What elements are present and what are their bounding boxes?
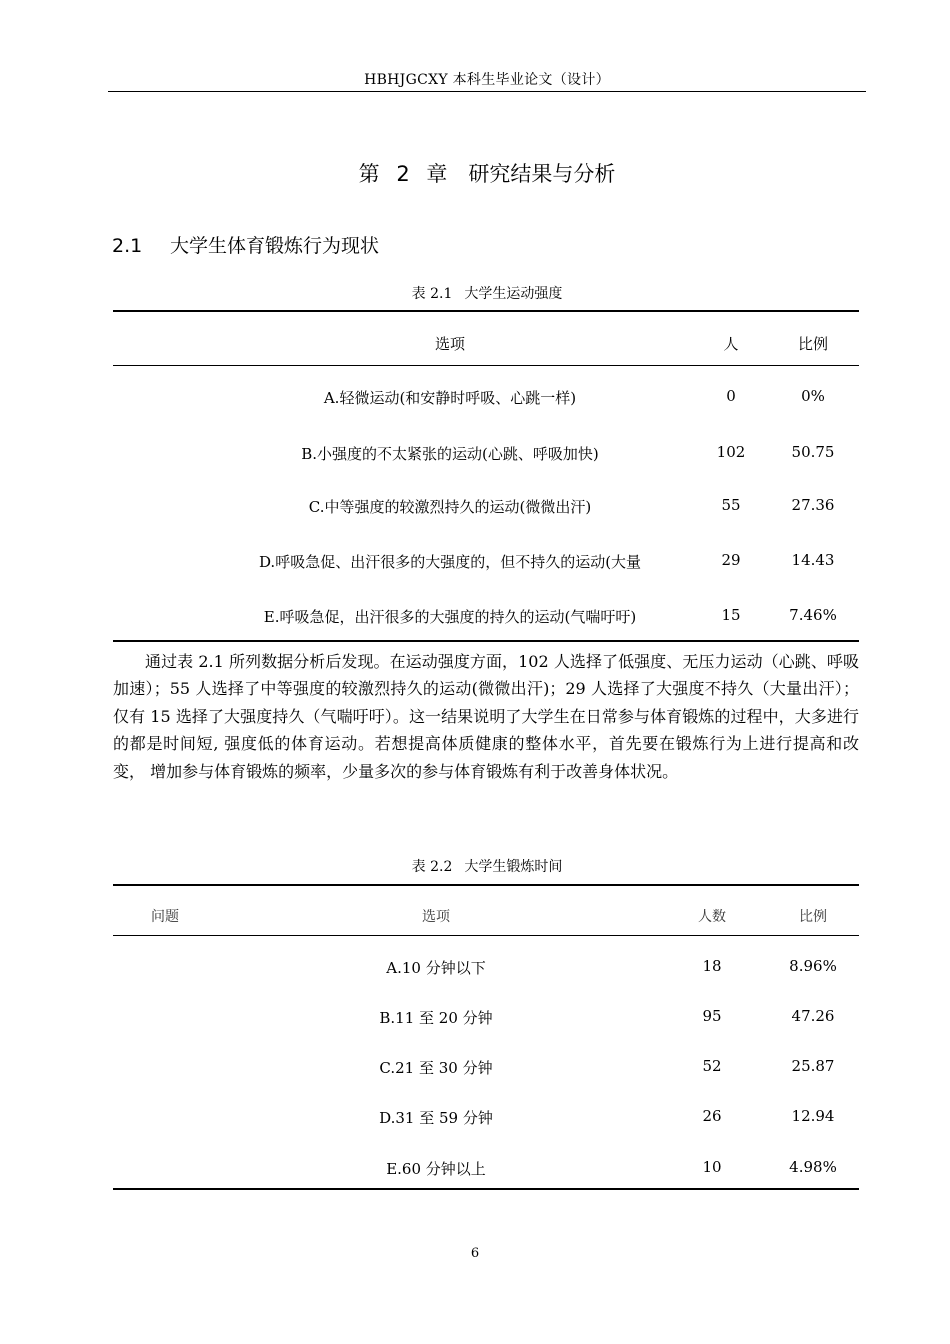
table2-header-question: 问题 xyxy=(151,909,179,925)
table2-row-people: 52 xyxy=(702,1057,722,1075)
table1-row-people: 15 xyxy=(721,606,741,624)
table1-header-rule xyxy=(113,365,859,366)
chapter-title: 第 2 章 研究结果与分析 xyxy=(358,162,616,186)
table1-row-option: D.呼吸急促、出汗很多的大强度的，但不持久的运动(大量 xyxy=(258,553,642,571)
table2-row-option: B.11 至 20 分钟 xyxy=(379,1009,493,1027)
table2-row-people: 95 xyxy=(702,1007,722,1025)
section-heading xyxy=(112,231,379,258)
table2-row-option: E.60 分钟以上 xyxy=(386,1160,486,1178)
table2-bottom-rule xyxy=(113,1188,859,1190)
table2-row-option: C.21 至 30 分钟 xyxy=(379,1059,493,1077)
section-title-text: 大学生体育锻炼行为现状 xyxy=(170,235,380,257)
table1-row-option: C.中等强度的较激烈持久的运动(微微出汗) xyxy=(308,498,592,516)
table1-row-ratio: 0% xyxy=(801,387,825,405)
table2-row-ratio: 4.98% xyxy=(789,1158,837,1176)
table1-row-option: A.轻微运动(和安静时呼吸、心跳一样) xyxy=(323,389,577,407)
table1-caption xyxy=(108,283,866,303)
table2-header-rule xyxy=(113,935,859,936)
section-number: 2.1 xyxy=(112,235,143,257)
body-paragraph xyxy=(113,648,859,785)
table2-row-ratio: 8.96% xyxy=(789,957,837,975)
table2-row-option: A.10 分钟以下 xyxy=(386,959,486,977)
table2-caption xyxy=(108,856,866,876)
table1-bottom-rule xyxy=(113,640,859,642)
table1-row-people: 55 xyxy=(721,496,741,514)
table1-header-people: 人 xyxy=(723,335,739,353)
table2-header-ratio: 比例 xyxy=(799,909,827,925)
table1-row-option: B.小强度的不太紧张的运动(心跳、呼吸加快) xyxy=(301,445,599,463)
table2-top-rule xyxy=(113,884,859,886)
table2-header-option: 选项 xyxy=(422,909,450,925)
table2-caption-title: 大学生锻炼时间 xyxy=(464,859,563,875)
table1-caption-number: 表 2.1 xyxy=(411,286,453,302)
table1-row-people: 0 xyxy=(726,387,736,405)
header-rule xyxy=(108,91,866,92)
table2-row-people: 18 xyxy=(702,957,722,975)
table1-row-option: E.呼吸急促，出汗很多的大强度的持久的运动(气喘吁吁) xyxy=(263,608,637,626)
table1-header-ratio: 比例 xyxy=(797,335,829,353)
page-number: 6 xyxy=(470,1246,480,1261)
table2-row-ratio: 47.26 xyxy=(791,1007,835,1025)
table1-row-people: 29 xyxy=(721,551,741,569)
running-header: HBHJGCXY 本科生毕业论文（设计） xyxy=(364,72,610,88)
table1-row-ratio: 27.36 xyxy=(791,496,835,514)
table2-row-ratio: 25.87 xyxy=(791,1057,835,1075)
table1-top-rule xyxy=(113,310,859,312)
table2-header-people: 人数 xyxy=(698,909,726,925)
table2-row-ratio: 12.94 xyxy=(791,1107,835,1125)
table1-row-ratio: 50.75 xyxy=(791,443,835,461)
paragraph-text: 通过表 2.1 所列数据分析后发现。在运动强度方面，102 人选择了低强度、无压力运动（心跳、呼吸加速）；55 人选择了中等强度的较激烈持久的运动(微微出汗)；29 人选择了大强度不持久（大量出汗）；仅有 15 选择了大强度持久（气喘吁吁）。这一结果说明了大学生在日常参与体育锻炼的过程中，大多进行的都是时间短, 强度低的体育运动。若想提高体质健康的整体水平，首先要在锻炼行为上进行提高和改变， 增加参与体育锻炼的频率，少量多次的参与体育锻炼有利于改善身体状况。 xyxy=(113,652,859,781)
table2-row-option: D.31 至 59 分钟 xyxy=(379,1109,493,1127)
table1-row-people: 102 xyxy=(716,443,746,461)
table1-row-ratio: 7.46% xyxy=(789,606,837,624)
table2-row-people: 26 xyxy=(702,1107,722,1125)
table2-caption-number: 表 2.2 xyxy=(411,859,453,875)
table1-caption-title: 大学生运动强度 xyxy=(464,286,563,302)
table2-row-people: 10 xyxy=(702,1158,722,1176)
table1-header-option: 选项 xyxy=(434,335,466,353)
table1-row-ratio: 14.43 xyxy=(791,551,835,569)
